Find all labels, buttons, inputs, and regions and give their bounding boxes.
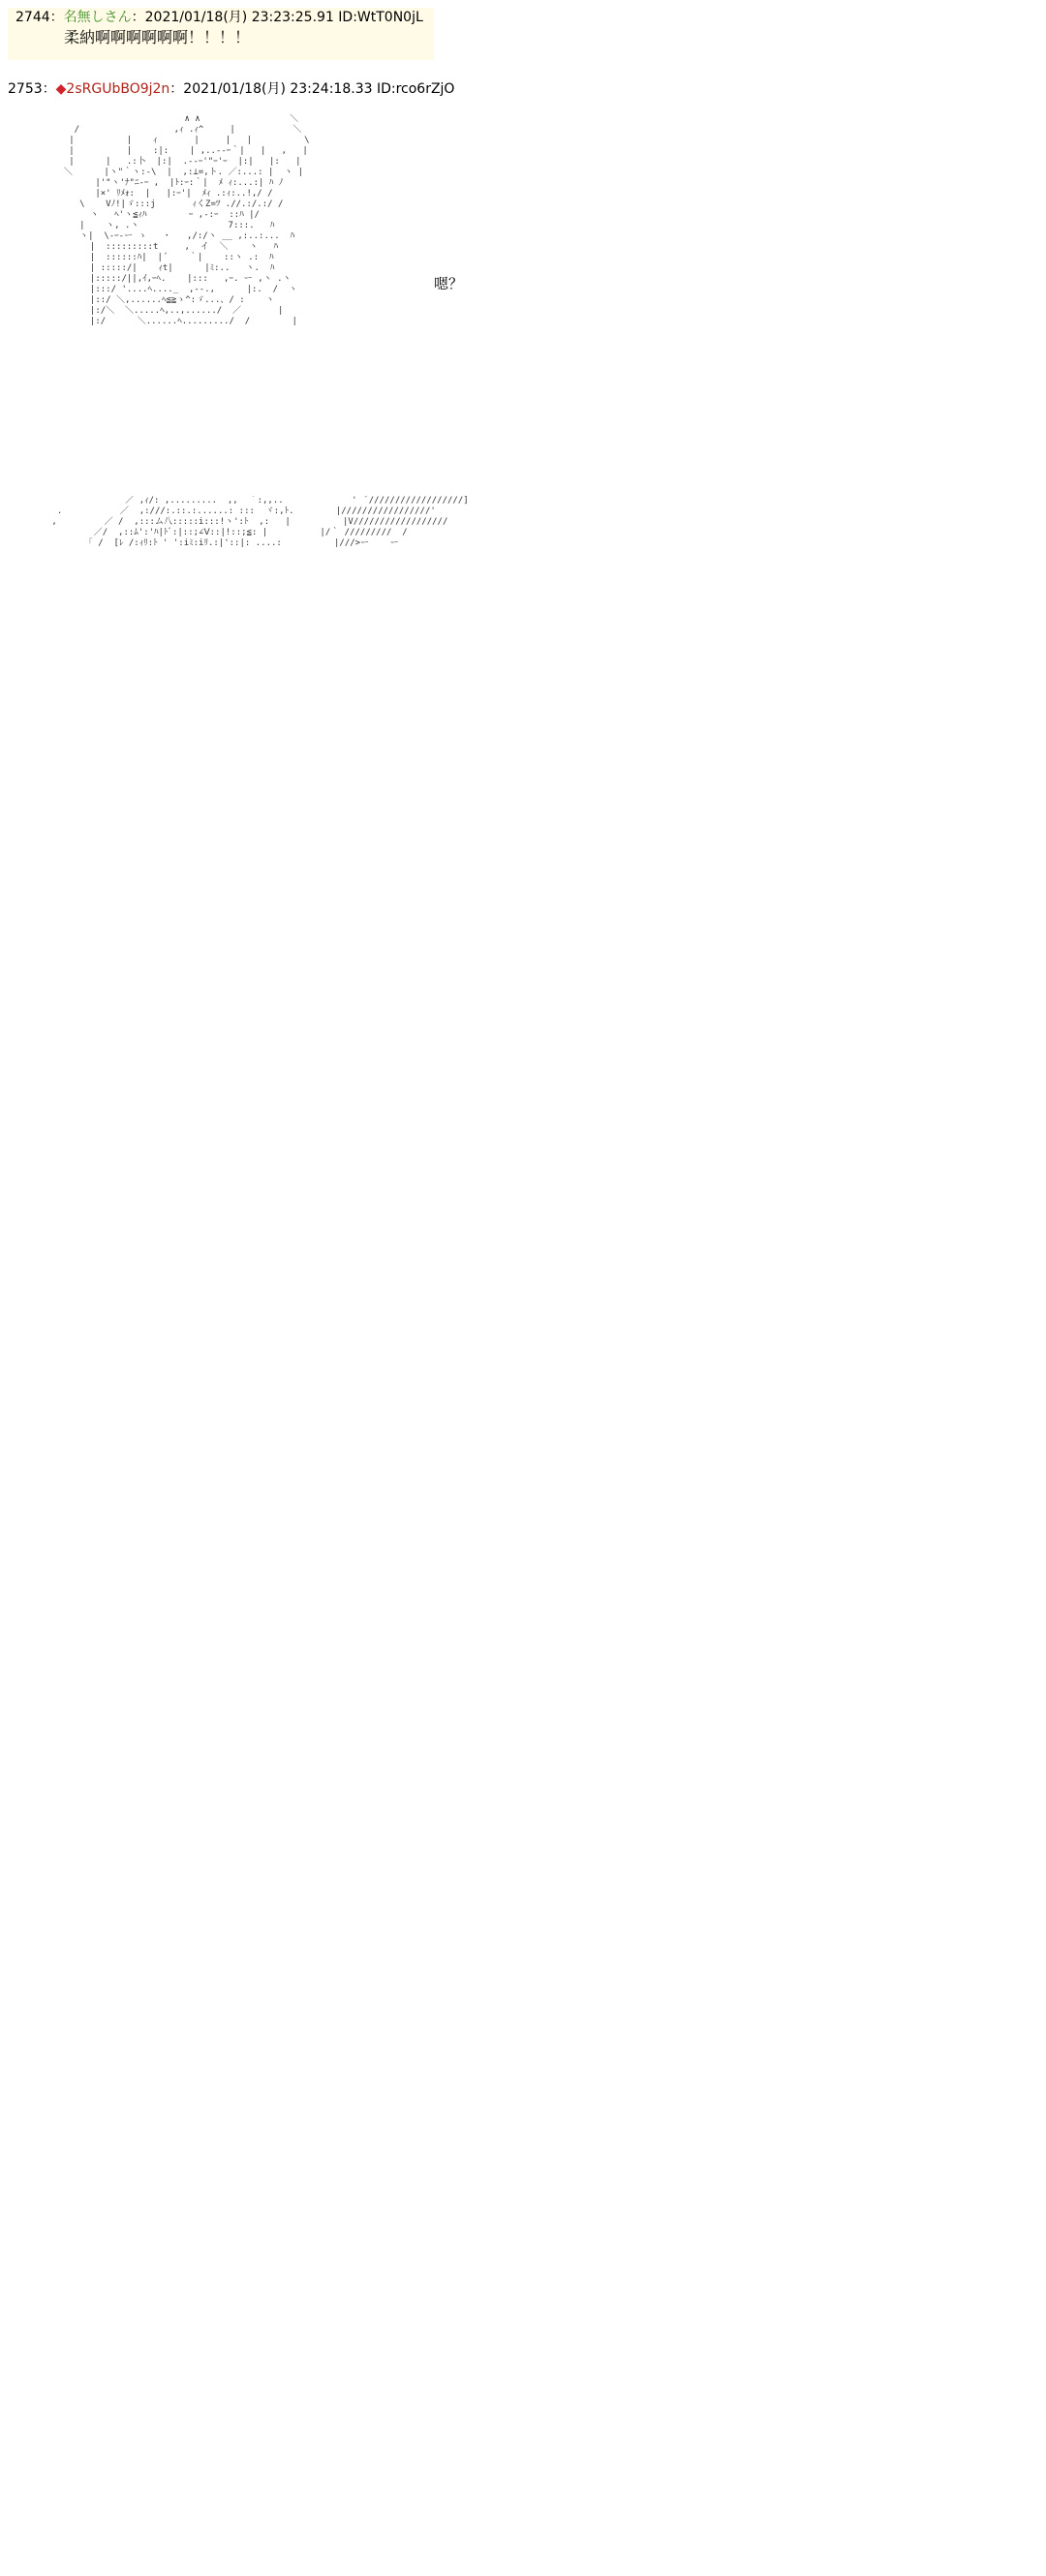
post-number[interactable]: 2744	[15, 10, 50, 25]
trip-diamond-icon: ◆	[55, 81, 67, 97]
post-header: 2753：◆2sRGUbBO9j2n：2021/01/18(月) 23:24:18.33 ID:rco6rZjO	[8, 81, 455, 97]
post-2753	[0, 79, 1046, 99]
ascii-art-figure-1: ∧ ∧ ＼ / ,ｨ .ｨ^ | ＼ | | ｨ | | | \ | | :|: | ,..--ｰ｀| | , | | | .:卜 |:| .--ｰ'"ｰ'ｰ |:| |: | ＼ |ヽ"｀ヽ:-\ | ,:⊥=,ト. ／:...: | ヽ | |'"ヽ'ﾅ"ﾆ-ｰ , |ﾄ:ｰ:｀| ﾒ ｨ:...:| ﾊ ﾉ |×' ﾘﾒｫ: | |:ｰ'| ﾒｨ .:ｨ:..!,/ / \ Vﾉ!|ゞ:::j ｨくZ=ﾂ .//.:/.:/ / ヽ ﾍ'ヽ≦ｨﾊ ｰ ,-:ｰ ::ﾊ |/ | ヽ, .ヽ 7:::. ﾊ ヽ| \-ｰ-ー ゝ ・ ,/:/ヽ __ ,:..:... ﾊ | :::::::::t , イ ＼ ヽ ﾊ | ::::::ﾊ| |´ ｀| ::ヽ .: ﾊ | :::::/| ｨt| |ﾐ:.. ヽ. ﾊ |:::::/||,ｲ,ｰﾍ. |::: ,ｰ. ー ,ヽ .ヽ |:::/ '....ﾍ...._ ,--., |:. / ヽ |::/ ＼,......ﾍ≦≧ゝ^:ゞ...、/ : ヽ |:/＼ ＼.....ﾍ,..,....../ ／ | |:/ ＼......ﾍ........./ / |	[63, 114, 310, 326]
post-meta: ：2021/01/18(月) 23:24:18.33 ID:rco6rZjO	[169, 81, 455, 97]
poster-name: 名無しさん	[63, 10, 132, 25]
post-number[interactable]: 2753	[8, 81, 43, 97]
poster-name: 2sRGUbBO9j2n	[66, 81, 170, 97]
ascii-art-figure-2: ／ ,ｨ/: ,......... ,, ｀:,,.. ' ﾞ//////////////////] . ／ ,:///:.::.:......: ::: ヾ:,ﾄ. |/////////////////' , ／ / ,:::ム八:::::i:::!ヽ':ﾄ ,: | |V////////////////// ／/ ,::ﾑ':'ﾊ|ﾄﾞ:|::;∠Ⅴ::|!::;≦: | |/｀ ///////// / ｢ / [ﾚ /:ｨﾘ:ﾄ ' ':iﾐ:iﾘ.:|'::|: ....: |///>ー ー	[46, 496, 569, 825]
post-meta: ：2021/01/18(月) 23:23:25.91 ID:WtT0N0jL	[131, 10, 423, 25]
post-body: 柔納啊啊啊啊啊啊！！！！	[64, 28, 251, 46]
post-2744	[8, 8, 434, 60]
dialogue-1: 嗯？	[434, 275, 464, 292]
post-header: 2744：名無しさん：2021/01/18(月) 23:23:25.91 ID:WtT0N0jL	[15, 10, 423, 25]
